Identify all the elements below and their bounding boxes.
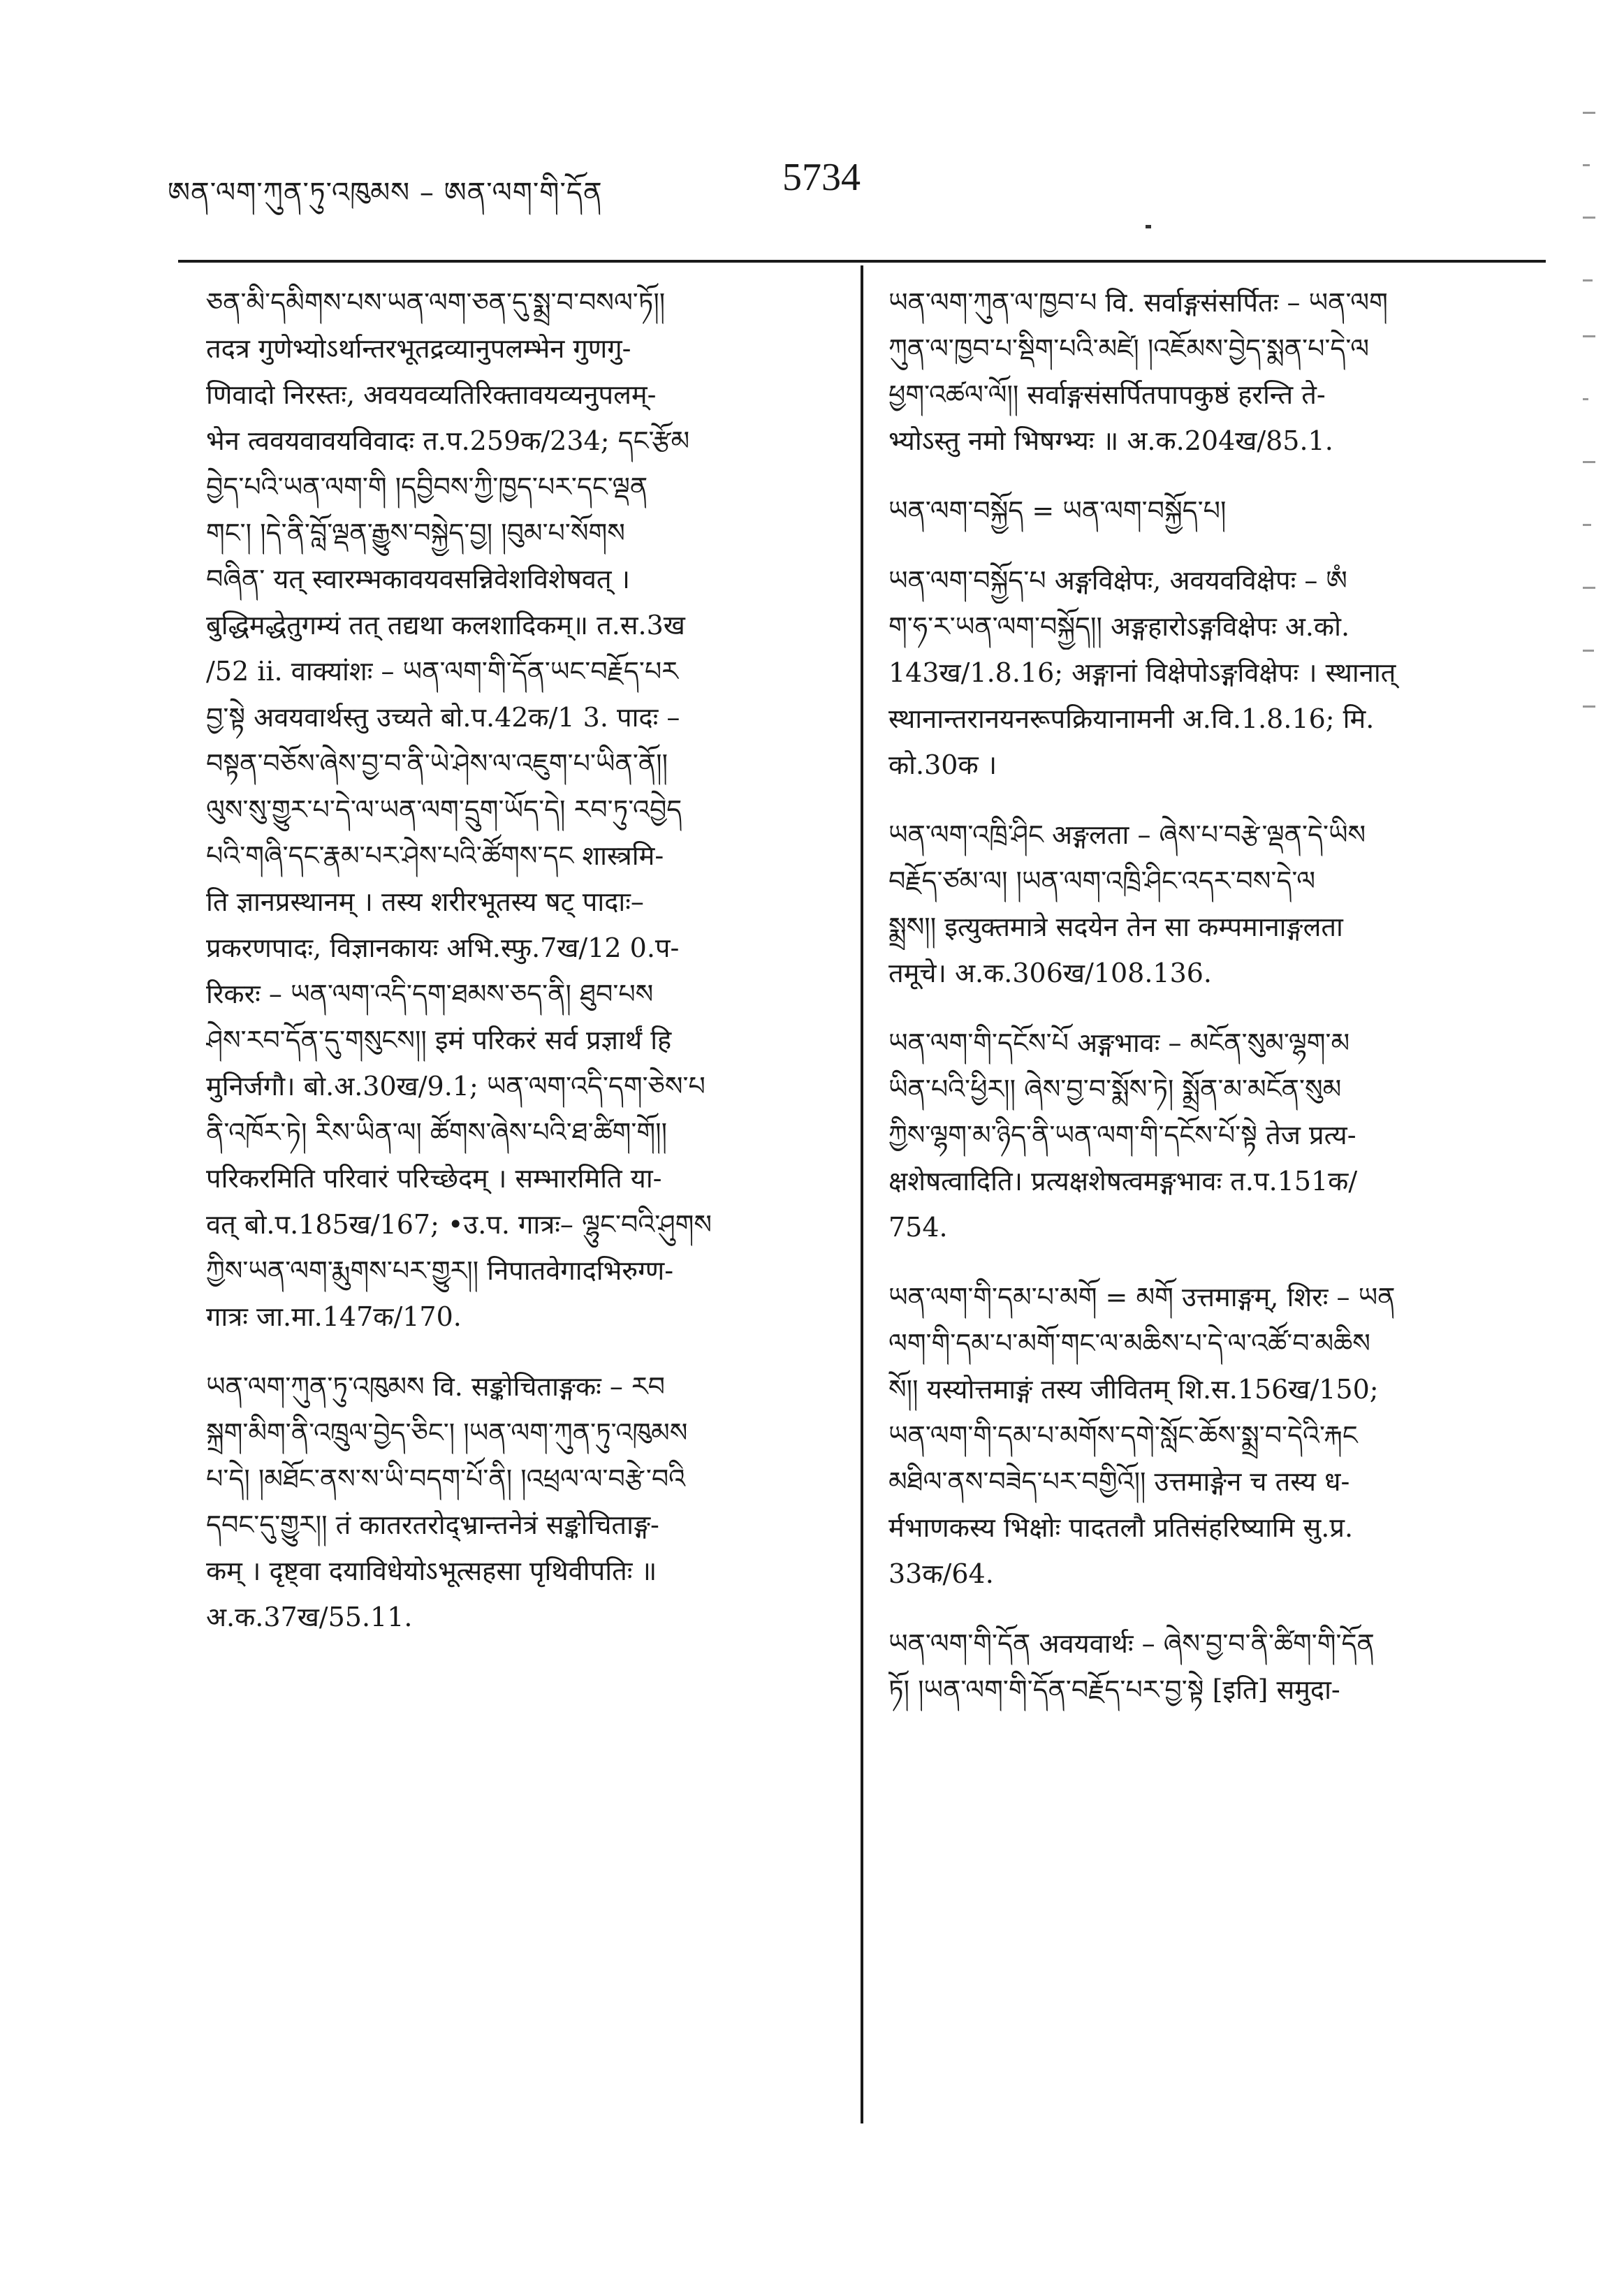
entry-text-line: ལུས་སུ་གྱུར་པ་དེ་ལ་ཡན་ལག་དྲུག་ཡོད་དེ། རབ་ཏུ་འབྱེད [206, 794, 682, 825]
right-column [888, 279, 1503, 1736]
entry-text-line: སྨྲས།། इत्युक्तमात्रे सदयेन तेन सा कम्पमानाङ्गलता [888, 912, 1343, 942]
entry-text-line: को.30क । [888, 750, 997, 780]
entry-text-line: तमूचे। अ.क.306ख/108.136. [888, 958, 1213, 988]
entry-text-line: བྱ་སྟེ अवयवार्थस्तु उच्यते बो.प.42क/1 3. पादः – [206, 702, 680, 733]
entry-text-line: སོ།། यस्योत्तमाङ्गं तस्य जीवितम् शि.स.156ख/150; [888, 1374, 1379, 1405]
entry-text-line: तदत्र गुणेभ्योऽर्थान्तरभूतद्रव्यानुपलम्भेन गुणगु- [206, 333, 631, 364]
dictionary-entry [888, 812, 1503, 996]
entry-text-line: प्रकरणपादः, विज्ञानकायः अभि.स्फु.7ख/12 0.प- [206, 933, 680, 963]
page-number: 5734 [782, 156, 861, 199]
entry-text-line: मुनिर्जगौ। बो.अ.30ख/9.1; ཡན་ལག་འདི་དག་ཅེས་པ [206, 1071, 705, 1102]
entry-text-line: བསྟན་བཅོས་ཞེས་བྱ་བ་ནི་ཡེ་ཤེས་ལ་འཇུག་པ་ཡིན་ནོ།། [206, 748, 668, 779]
entry-text-line: 143ख/1.8.16; अङ्गानां विक्षेपोऽङ्गविक्षेपः । स्थानात् [888, 657, 1396, 688]
entry-text-line: བཞིན་ यत् स्वारम्भकावयवसन्निवेशविशेषवत् । [206, 564, 631, 594]
entry-text-line: ཏོ། །ཡན་ལག་གི་དོན་བརྗོད་པར་བྱ་སྟེ [इति] समुदा- [888, 1674, 1340, 1705]
entry-text-line: बुद्धिमद्धेतुगम्यं तत् तद्यथा कलशादिकम्॥ त.स.3ख [206, 610, 685, 641]
entry-text-line: णिवादो निरस्तः, अवयवव्यतिरिक्तावयव्यनुपलम्- [206, 379, 657, 410]
entry-text-line: པའི་གཞི་དང་རྣམ་པར་ཤེས་པའི་ཚོགས་དང शास्त्रमि- [206, 840, 664, 871]
entry-text-line: ཤེས་རབ་དོན་དུ་གསུངས།། इमं परिकरं सर्व प्रज्ञार्थं हि [206, 1025, 672, 1055]
entry-text-line: 33क/64. [888, 1558, 994, 1589]
entry-headword-line: ཅན་མི་དམིགས་པས་ཡན་ལག་ཅན་དུ་སྨྲ་བ་བསལ་ཏོ།། [206, 287, 666, 318]
dictionary-entry [888, 1020, 1503, 1250]
running-head: ཨན་ལག་ཀུན་ཏུ་འཁུམས – ཨན་ལག་གི་དོན [168, 177, 603, 209]
entry-text-line: गात्रः जा.मा.147क/170. [206, 1301, 462, 1332]
ink-speck [1146, 225, 1151, 228]
entry-text-line: པ་དེ། །མཐོང་ནས་ས་ཡི་བདག་པོ་ནི། །འཕྲལ་ལ་བརྩེ་བའི [206, 1463, 686, 1494]
entry-headword-line: ཡན་ལག་བསྐྱོད = ཡན་ལག་བསྐྱོད་པ། [888, 495, 1227, 526]
entry-text-line: ति ज्ञानप्रस्थानम् । तस्य शरीरभूतस्य षट् पादाः– [206, 886, 644, 917]
entry-text-line: ཕྱག་འཚལ་ལོ།། सर्वाङ्गसंसर्पितपापकुष्ठं हरन्ति ते- [888, 379, 1326, 410]
entry-text-line: ཀྱིས་ཡན་ལག་རྨུགས་པར་གྱུར།། निपातवेगादभिरुग्ण- [206, 1255, 674, 1286]
entry-text-line: /52 ii. वाक्यांशः – ཡན་ལག་གི་དོན་ཡང་བརྗོད་པར [206, 656, 678, 687]
entry-text-line: वत् बो.प.185ख/167; •उ.प. गात्रः– ལྷུང་བའི་ཤུགས [206, 1209, 712, 1240]
dictionary-entry [888, 488, 1503, 534]
entry-text-line: དབང་དུ་གྱུར།། तं कातरतरोद्भ्रान्तनेत्रं सङ्कोचिताङ्ग- [206, 1509, 659, 1540]
entry-text-line: སྐྲག་མིག་ནི་འཁྲུལ་བྱེད་ཅིང་། །ཡན་ལག་ཀུན་ཏུ་འཁུམས [206, 1417, 688, 1448]
entry-text-line: भेन त्ववयवावयविवादः त.प.259क/234; དང་རྩོམ [206, 425, 690, 456]
entry-text-line: མཐིལ་ནས་བཟེད་པར་བགྱིའོ།། उत्तमाङ्गेन च तस्य ध- [888, 1466, 1350, 1497]
entry-text-line: ཡིན་པའི་ཕྱིར།། ཞེས་བྱ་བ་སྨོས་ཏེ། སྨྲོན་མ་མངོན་སུམ [888, 1074, 1342, 1104]
entry-text-line: ཡན་ལག་གི་དམ་པ་མགོས་དགེ་སློང་ཆོས་སྨྲ་བ་དེའི་རྐང [888, 1420, 1358, 1451]
left-column [206, 279, 817, 1664]
dictionary-entry [206, 1363, 817, 1640]
entry-headword-line: ཡན་ལག་གི་དམ་པ་མགོ = མགོ उत्तमाङ्गम्, शिरः – ཡན [888, 1282, 1396, 1312]
column-divider [861, 265, 863, 2123]
dictionary-entry [888, 557, 1503, 788]
dictionary-entry [206, 279, 817, 1340]
dictionary-entry [888, 1621, 1503, 1713]
entry-text-line: 754. [888, 1212, 948, 1243]
entry-headword-line: ཡན་ལག་ཀུན་ལ་ཁྱབ་པ वि. सर्वाङ्गसंसर्पितः – ཡན་ལག [888, 287, 1388, 318]
entry-headword-line: ཡན་ལག་ཀུན་ཏུ་འཁུམས वि. सङ्कोचिताङ्गकः – རབ [206, 1371, 666, 1402]
entry-text-line: कम् । दृष्ट्वा दयाविधेयोऽभूत्सहसा पृथिवीपतिः ॥ [206, 1556, 657, 1586]
entry-text-line: स्थानान्तरानयनरूपक्रियानामनी अ.वि.1.8.16; मि. [888, 703, 1375, 734]
entry-text-line: བྱེད་པའི་ཡན་ལག་གི །དབྱིབས་ཀྱི་ཁྱད་པར་དང་ལྡན [206, 471, 648, 502]
entry-headword-line: ཡན་ལག་གི་དོན अवयवार्थः – ཞེས་བྱ་བ་ནི་ཚིག་གི་དོན [888, 1628, 1375, 1659]
header-rule [178, 260, 1546, 263]
entry-text-line: བརྗོད་ཙམ་ལ། །ཡན་ལག་འཁྲི་ཤིང་འདར་བས་དེ་ལ [888, 865, 1316, 896]
entry-text-line: र्मभाणकस्य भिक्षोः पादतलौ प्रतिसंहरिष्यामि सु.प्र. [888, 1512, 1354, 1543]
entry-headword-line: ཡན་ལག་གི་དངོས་པོ अङ्गभावः – མངོན་སུམ་ལྷག་མ [888, 1028, 1350, 1058]
entry-text-line: ག་ཧ་ར་ཡན་ལག་བསྐྱོད།། अङ्गहारोऽङ्गविक्षेपः अ.को. [888, 611, 1350, 642]
entry-text-line: ནི་འཁོར་ཏེ། རིས་ཡིན་ལ། ཚོགས་ཞེས་པའི་ཐ་ཚིག་གོ།། [206, 1117, 668, 1148]
entry-headword-line: ཡན་ལག་འཁྲི་ཤིང अङ्गलता – ཞེས་པ་བརྩེ་ལྡན་དེ་ཡིས [888, 819, 1366, 850]
scan-edge-noise [1580, 98, 1600, 726]
entry-text-line: भ्योऽस्तु नमो भिषग्भ्यः ॥ अ.क.204ख/85.1. [888, 425, 1333, 456]
entry-text-line: क्षशेषत्वादिति। प्रत्यक्षशेषत्वमङ्गभावः त.प.151क/ [888, 1166, 1358, 1197]
dictionary-entry [888, 1274, 1503, 1597]
entry-text-line: अ.क.37ख/55.11. [206, 1602, 413, 1632]
entry-text-line: रिकरः – ཡན་ལག་འདི་དག་ཐམས་ཅད་ནི། ཐུབ་པས [206, 979, 654, 1009]
entry-text-line: གང་། །དེ་ནི་བློ་ལྡན་རྒྱུས་བསྐྱེད་བྱ། །བུམ་པ་སོགས [206, 518, 625, 548]
entry-text-line: ཀུན་ལ་ཁྱབ་པ་སྡིག་པའི་མཛེ། །འཇོམས་བྱེད་སྨན་པ་དེ་ལ [888, 333, 1370, 364]
page-header [168, 156, 1495, 217]
entry-text-line: परिकरमिति परिवारं परिच्छेदम् । सम्भारमिति या- [206, 1163, 662, 1194]
entry-headword-line: ཡན་ལག་བསྐྱོད་པ अङ्गविक्षेपः, अवयवविक्षेपः – ཨཾ [888, 565, 1347, 596]
entry-text-line: ཀྱིས་ལྷག་མ་ཉིད་ནི་ཡན་ལག་གི་དངོས་པོ་སྟེ तेज प्रत्य- [888, 1120, 1356, 1150]
dictionary-entry [888, 279, 1503, 464]
entry-text-line: ལག་གི་དམ་པ་མགོ་གང་ལ་མཆིས་པ་དེ་ལ་འཚོ་བ་མཆིས [888, 1328, 1370, 1359]
